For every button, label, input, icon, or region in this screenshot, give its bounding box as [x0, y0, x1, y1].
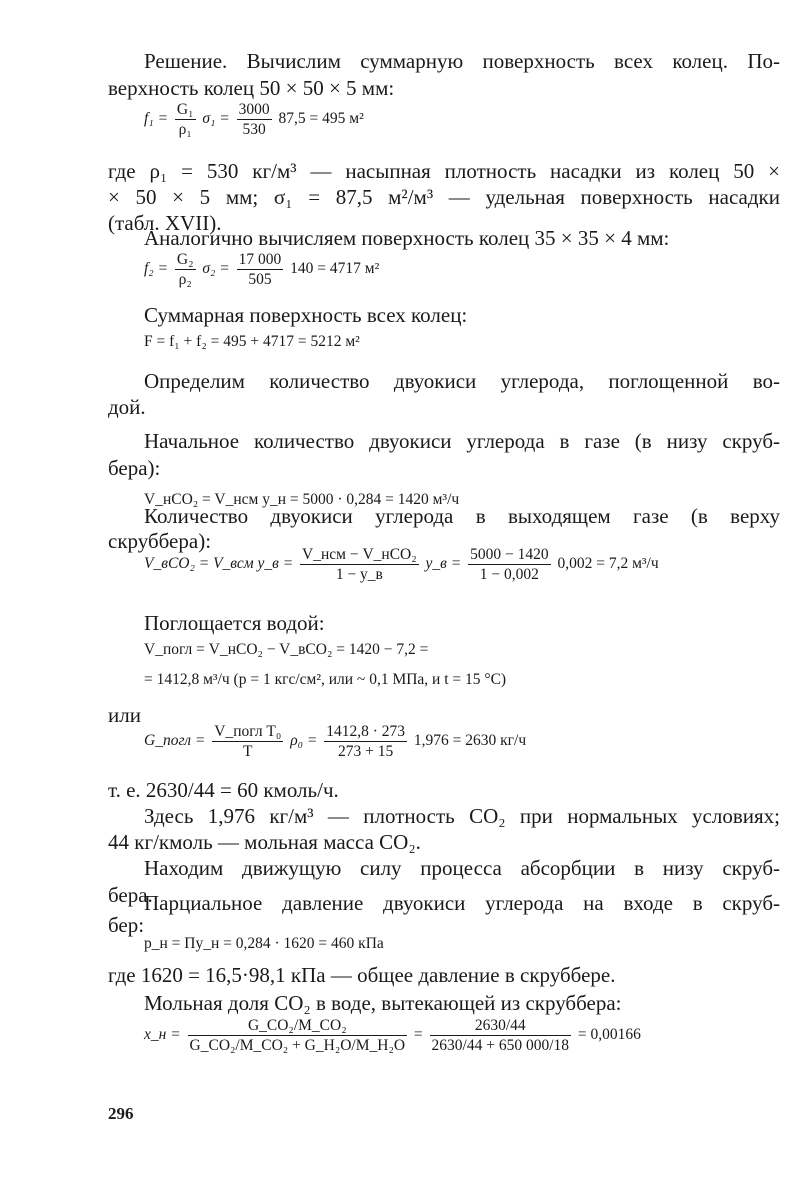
fraction: $\frac{\text{G₂}}{\text{ρ₂}}$ — [176, 251, 194, 288]
formula-part: σ₁ = — [202, 110, 230, 128]
text-line: Решение. Вычислим суммарную поверхность всех колец. По- — [144, 49, 780, 73]
formula-part: = 0,00166 — [577, 1026, 641, 1044]
formula-part: 1,976 = 2630 кг/ч — [413, 732, 527, 750]
formula-f6a: V_погл = V_нCO₂ − V_вCO₂ = 1420 − 7,2 = — [144, 641, 429, 658]
formula-f2 — [144, 250, 379, 289]
text-line: бер: — [108, 913, 145, 937]
text-line: Количество двуокиси углерода в выходящем газе (в верху — [144, 504, 780, 528]
text-line: скруббера): — [108, 529, 212, 553]
formula-f5 — [144, 545, 659, 584]
text-line: Находим движущую силу процесса абсорбции в низу скруб- — [144, 856, 780, 880]
formula-part: f₁ = — [144, 110, 169, 128]
text-line: Начальное количество двуокиси углерода в газе (в низу скруб- — [144, 429, 780, 453]
text-line: бера. — [108, 883, 153, 907]
text-line: 44 кг/кмоль — мольная масса CO₂. — [108, 830, 421, 854]
text-line: Определим количество двуокиси углерода, поглощенной во- — [144, 369, 780, 393]
formula-part: 140 = 4717 м² — [290, 260, 380, 278]
fraction: $\frac{\text{G₁}}{\text{ρ₁}}$ — [176, 101, 194, 138]
text-line: или — [108, 703, 141, 727]
formula-f6b: = 1412,8 м³/ч (p = 1 кгс/см², или ~ 0,1 МПа, и t = 15 °C) — [144, 671, 507, 688]
formula-f4: V_нCO₂ = V_нсм y_н = 5000 · 0,284 = 1420 м³/ч — [144, 491, 460, 508]
formula-f3: F = f₁ + f₂ = 495 + 4717 = 5212 м² — [144, 333, 360, 350]
text-line: Здесь 1,976 кг/м³ — плотность CO₂ при нормальных условиях; — [144, 804, 780, 828]
page-number: 296 — [108, 1104, 134, 1123]
text-line: верхность колец 50 × 50 × 5 мм: — [108, 76, 395, 100]
text-line: Поглощается водой: — [144, 611, 325, 635]
formula-f8: p_н = Πy_н = 0,284 · 1620 = 460 кПа — [144, 935, 384, 952]
fraction: $\frac{5000 - 1420}{1 - 0,002}$ — [470, 546, 549, 583]
formula-part: 0,002 = 7,2 м³/ч — [557, 555, 659, 573]
formula-f7 — [144, 722, 526, 761]
text-line: дой. — [108, 395, 146, 419]
fraction: $\frac{\text{G\_CO₂/M\_CO₂}}{\text{G\_CO₂/M\_CO₂ + G\_H₂O/M\_H₂O}}$ — [189, 1017, 406, 1054]
formula-f1 — [144, 100, 364, 139]
formula-part: f₂ = — [144, 260, 169, 278]
text-line: где 1620 = 16,5·98,1 кПа — общее давление в скруббере. — [108, 963, 616, 987]
formula-part: G_погл = — [144, 732, 206, 750]
formula-part: y_в = — [425, 555, 462, 573]
formula-part: 87,5 = 495 м² — [278, 110, 364, 128]
formula-part: x_н = — [144, 1026, 181, 1044]
fraction: $\frac{\text{V\_нсм − V\_нCO₂}}{1 - y\_в}$ — [302, 546, 417, 583]
formula-part: V_вCO₂ = V_всм y_в = — [144, 555, 294, 573]
fraction: $\frac{\text{V\_погл T₀}}{T}$ — [214, 723, 282, 760]
text-line: Мольная доля CO₂ в воде, вытекающей из скруббера: — [144, 991, 622, 1015]
fraction: $\frac{3000}{530}$ — [238, 101, 270, 138]
fraction: $\frac{17 000}{505}$ — [238, 251, 282, 288]
formula-f9 — [144, 1016, 641, 1055]
formula-part: σ₂ = — [202, 260, 230, 278]
text-line: бера): — [108, 456, 161, 480]
fraction: $\frac{2630/44}{2630/44 + 650 000/18}$ — [431, 1017, 570, 1054]
text-line: где ρ₁ = 530 кг/м³ — насыпная плотность насадки из колец 50 × — [108, 159, 780, 183]
formula-part: ρ₀ = — [290, 732, 318, 750]
formula-part: = — [413, 1026, 423, 1044]
text-line: (табл. XVII). — [108, 211, 222, 235]
text-line: Аналогично вычисляем поверхность колец 35 × 35 × 4 мм: — [144, 226, 670, 250]
text-line: × 50 × 5 мм; σ₁ = 87,5 м²/м³ — удельная поверхность насадки — [108, 185, 780, 209]
text-line: Суммарная поверхность всех колец: — [144, 303, 468, 327]
text-line: Парциальное давление двуокиси углерода на входе в скруб- — [144, 891, 780, 915]
fraction: $\frac{1412,8 \cdot 273}{273 + 15}$ — [326, 723, 406, 760]
text-line: т. е. 2630/44 = 60 кмоль/ч. — [108, 778, 339, 802]
